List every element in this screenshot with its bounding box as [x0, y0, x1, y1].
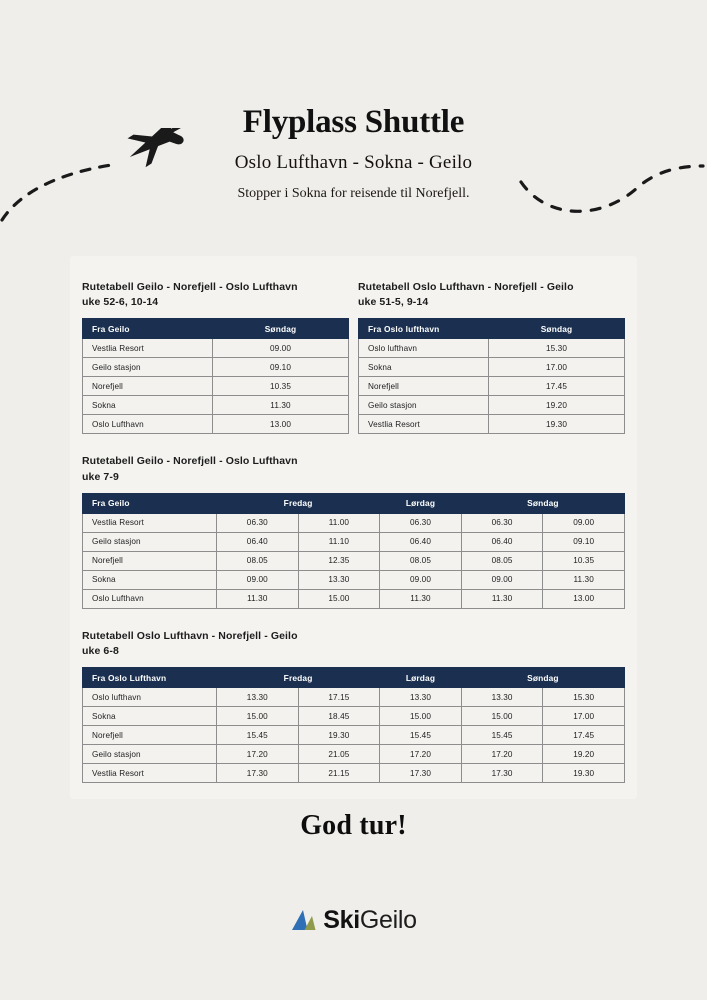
stop-name-cell: Oslo lufthavn — [83, 688, 217, 707]
timetable — [82, 493, 625, 609]
departure-time-cell: 06.40 — [217, 532, 299, 551]
table-row — [83, 726, 625, 745]
timetable-title-line1: Rutetabell Geilo - Norefjell - Oslo Lufthavn — [82, 281, 298, 293]
logo-text-geilo: Geilo — [359, 906, 417, 934]
departure-time-cell: 06.30 — [461, 513, 543, 532]
table-row — [83, 570, 625, 589]
departure-time-cell: 13.30 — [461, 688, 543, 707]
table-row — [83, 513, 625, 532]
timetable-title-line2: uke 51-5, 9-14 — [358, 296, 429, 309]
stop-name-cell: Geilo stasjon — [83, 358, 213, 377]
table-header-row — [359, 319, 625, 339]
timetable — [82, 318, 349, 434]
departure-time-cell: 17.00 — [489, 358, 625, 377]
table-row — [83, 745, 625, 764]
departure-time-cell: 09.10 — [213, 358, 349, 377]
route-tagline: Stopper i Sokna for reisende til Norefjell. — [237, 186, 470, 202]
table-row — [83, 396, 349, 415]
departure-time-cell: 17.20 — [217, 745, 299, 764]
departure-time-cell: 18.45 — [298, 707, 380, 726]
departure-time-cell: 11.30 — [461, 589, 543, 608]
timetable-block — [82, 629, 625, 783]
departure-time-cell: 15.00 — [380, 707, 462, 726]
timetable-block — [82, 454, 625, 608]
timetable-title — [82, 280, 349, 310]
stop-column-header: Fra Geilo — [83, 319, 213, 339]
departure-time-cell: 15.45 — [461, 726, 543, 745]
stop-name-cell: Geilo stasjon — [83, 532, 217, 551]
departure-time-cell: 09.00 — [213, 339, 349, 358]
timetable-title-line1: Rutetabell Geilo - Norefjell - Oslo Lufthavn — [82, 455, 298, 468]
timetable-row-pair — [82, 280, 625, 454]
departure-time-cell: 11.30 — [213, 396, 349, 415]
departure-time-cell: 21.15 — [298, 764, 380, 783]
table-row — [359, 377, 625, 396]
table-row — [83, 339, 349, 358]
stop-column-header: Fra Oslo Lufthavn — [83, 668, 217, 688]
table-row — [359, 396, 625, 415]
departure-time-cell: 15.30 — [489, 339, 625, 358]
departure-time-cell: 10.35 — [213, 377, 349, 396]
departure-time-cell: 09.00 — [543, 513, 625, 532]
stop-column-header: Fra Oslo lufthavn — [359, 319, 489, 339]
departure-time-cell: 11.30 — [217, 589, 299, 608]
table-row — [83, 688, 625, 707]
departure-time-cell: 19.30 — [298, 726, 380, 745]
departure-time-cell: 15.00 — [217, 707, 299, 726]
day-column-header: Lørdag — [380, 493, 462, 513]
timetable-title — [358, 280, 625, 310]
departure-time-cell: 09.00 — [217, 570, 299, 589]
departure-time-cell: 13.30 — [380, 688, 462, 707]
day-column-header: Fredag — [217, 668, 380, 688]
timetable-block — [358, 280, 625, 434]
departure-time-cell: 17.00 — [543, 707, 625, 726]
stop-name-cell: Oslo lufthavn — [359, 339, 489, 358]
stop-name-cell: Norefjell — [83, 377, 213, 396]
day-column-header: Søndag — [461, 493, 624, 513]
day-column-header: Lørdag — [380, 668, 462, 688]
table-header-row — [83, 493, 625, 513]
departure-time-cell: 13.30 — [298, 570, 380, 589]
departure-time-cell: 09.00 — [461, 570, 543, 589]
table-header-row — [83, 668, 625, 688]
departure-time-cell: 17.15 — [298, 688, 380, 707]
table-row — [83, 764, 625, 783]
departure-time-cell: 06.30 — [380, 513, 462, 532]
day-column-header: Søndag — [213, 319, 349, 339]
stop-name-cell: Sokna — [83, 396, 213, 415]
departure-time-cell: 13.30 — [217, 688, 299, 707]
page-footer — [0, 810, 707, 938]
departure-time-cell: 19.30 — [489, 415, 625, 434]
stop-name-cell: Vestlia Resort — [83, 513, 217, 532]
timetable-title-line2: uke 6-8 — [82, 645, 119, 658]
stop-name-cell: Sokna — [359, 358, 489, 377]
table-row — [83, 589, 625, 608]
day-column-header: Søndag — [461, 668, 624, 688]
departure-time-cell: 09.00 — [380, 570, 462, 589]
table-row — [83, 532, 625, 551]
table-row — [83, 377, 349, 396]
table-row — [83, 415, 349, 434]
timetable-title-line2: uke 7-9 — [82, 470, 119, 483]
departure-time-cell: 17.45 — [489, 377, 625, 396]
timetable — [82, 667, 625, 783]
page-header — [0, 0, 707, 203]
timetable-title-line2: uke 52-6, 10-14 — [82, 296, 159, 309]
timetable-title — [82, 629, 625, 659]
table-row — [359, 415, 625, 434]
stop-name-cell: Vestlia Resort — [83, 764, 217, 783]
departure-time-cell: 17.20 — [461, 745, 543, 764]
departure-time-cell: 08.05 — [461, 551, 543, 570]
stop-name-cell: Norefjell — [83, 726, 217, 745]
timetable-title-line1: Rutetabell Oslo Lufthavn - Norefjell - Geilo — [82, 629, 298, 642]
timetable-panel — [70, 256, 637, 799]
skigeilo-logo[interactable] — [290, 908, 417, 933]
stop-name-cell: Sokna — [83, 707, 217, 726]
departure-time-cell: 15.00 — [461, 707, 543, 726]
departure-time-cell: 15.45 — [380, 726, 462, 745]
table-row — [359, 339, 625, 358]
departure-time-cell: 06.30 — [217, 513, 299, 532]
departure-time-cell: 11.10 — [298, 532, 380, 551]
skigeilo-mountain-icon — [290, 909, 318, 933]
dashed-flight-path-icon — [0, 128, 200, 224]
departure-time-cell: 08.05 — [380, 551, 462, 570]
stop-name-cell: Norefjell — [359, 377, 489, 396]
table-row — [83, 551, 625, 570]
departure-time-cell: 10.35 — [543, 551, 625, 570]
stop-name-cell: Vestlia Resort — [359, 415, 489, 434]
departure-time-cell: 09.10 — [543, 532, 625, 551]
stop-name-cell: Geilo stasjon — [359, 396, 489, 415]
route-subtitle: Oslo Lufthavn - Sokna - Geilo — [234, 152, 473, 174]
stop-name-cell: Vestlia Resort — [83, 339, 213, 358]
departure-time-cell: 13.00 — [213, 415, 349, 434]
departure-time-cell: 19.20 — [489, 396, 625, 415]
logo-text-ski: Ski — [323, 906, 360, 934]
departure-time-cell: 15.00 — [298, 589, 380, 608]
departure-time-cell: 17.45 — [543, 726, 625, 745]
stop-name-cell: Oslo Lufthavn — [83, 415, 213, 434]
departure-time-cell: 21.05 — [298, 745, 380, 764]
departure-time-cell: 11.00 — [298, 513, 380, 532]
departure-time-cell: 11.30 — [543, 570, 625, 589]
departure-time-cell: 13.00 — [543, 589, 625, 608]
table-row — [359, 358, 625, 377]
stop-name-cell: Norefjell — [83, 551, 217, 570]
goodbye-message: God tur! — [300, 810, 407, 841]
day-column-header: Fredag — [217, 493, 380, 513]
departure-time-cell: 19.30 — [543, 764, 625, 783]
stop-column-header: Fra Geilo — [83, 493, 217, 513]
timetable — [358, 318, 625, 434]
logo-wordmark — [323, 908, 417, 933]
departure-time-cell: 08.05 — [217, 551, 299, 570]
departure-time-cell: 06.40 — [380, 532, 462, 551]
departure-time-cell: 19.20 — [543, 745, 625, 764]
departure-time-cell: 15.45 — [217, 726, 299, 745]
timetable-title — [82, 454, 625, 484]
page-title: Flyplass Shuttle — [242, 104, 465, 140]
departure-time-cell: 12.35 — [298, 551, 380, 570]
day-column-header: Søndag — [489, 319, 625, 339]
timetable-block — [82, 280, 349, 434]
timetable-title-line1: Rutetabell Oslo Lufthavn - Norefjell - Geilo — [358, 281, 574, 293]
table-row — [83, 358, 349, 377]
departure-time-cell: 15.30 — [543, 688, 625, 707]
departure-time-cell: 06.40 — [461, 532, 543, 551]
departure-time-cell: 11.30 — [380, 589, 462, 608]
stop-name-cell: Geilo stasjon — [83, 745, 217, 764]
departure-time-cell: 17.20 — [380, 745, 462, 764]
departure-time-cell: 17.30 — [461, 764, 543, 783]
stop-name-cell: Sokna — [83, 570, 217, 589]
table-header-row — [83, 319, 349, 339]
departure-time-cell: 17.30 — [217, 764, 299, 783]
stop-name-cell: Oslo Lufthavn — [83, 589, 217, 608]
table-row — [83, 707, 625, 726]
departure-time-cell: 17.30 — [380, 764, 462, 783]
